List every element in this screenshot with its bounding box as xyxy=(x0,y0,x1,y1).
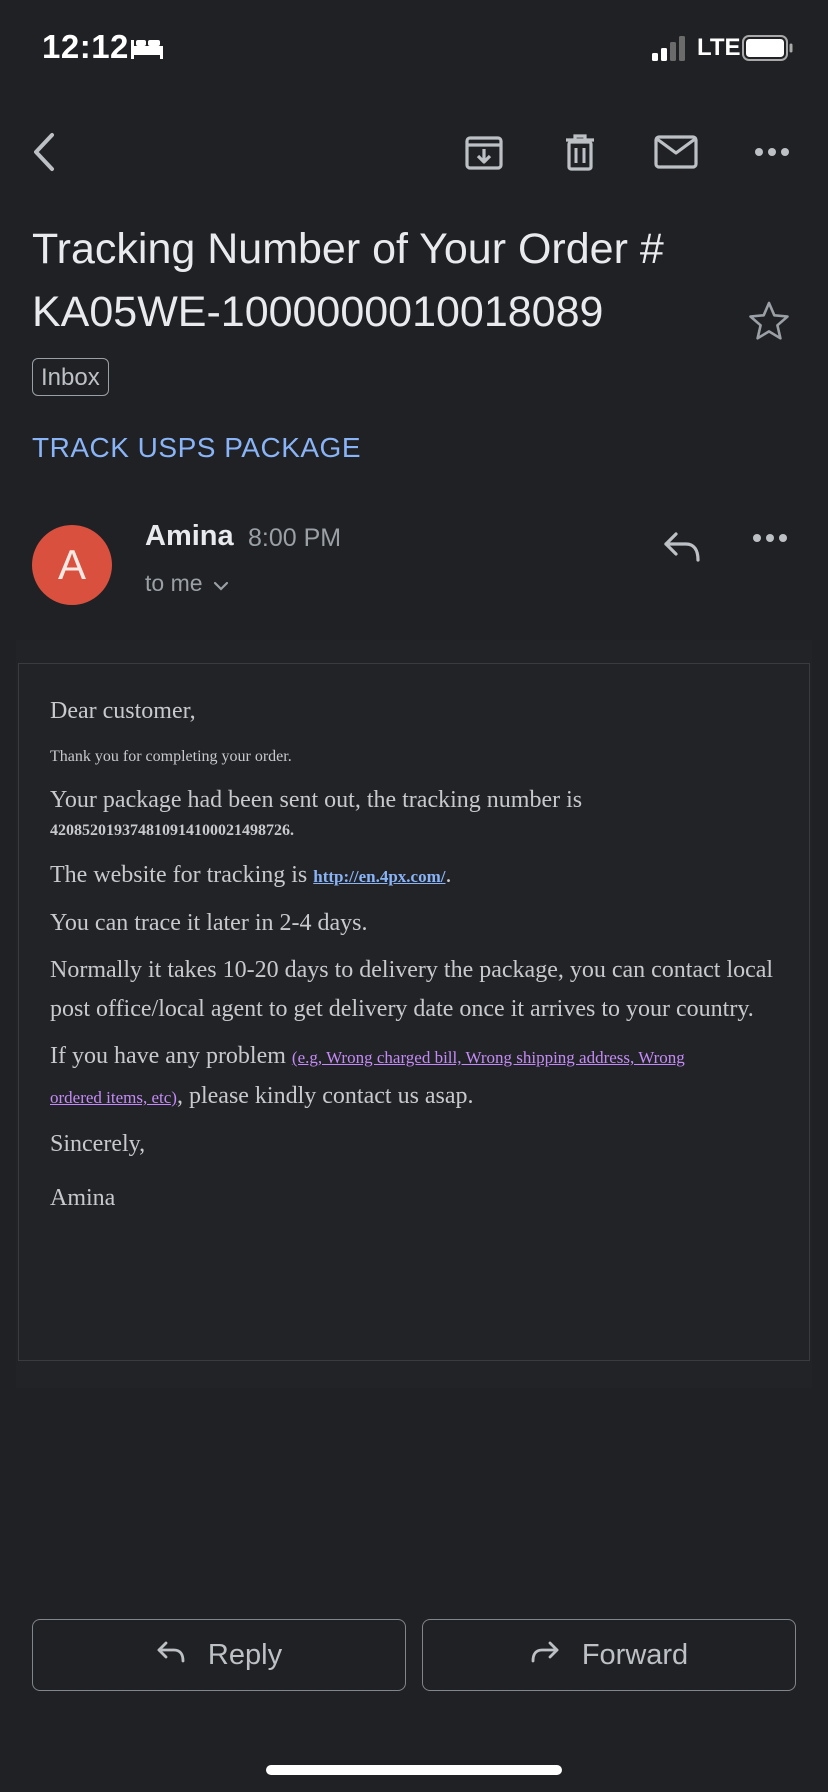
problem-link-continued[interactable]: ordered items, etc) xyxy=(50,1088,177,1107)
bed-icon xyxy=(130,36,164,65)
sent-time: 8:00 PM xyxy=(248,524,342,552)
status-time: 12:12 xyxy=(42,28,129,65)
email-body xyxy=(18,663,810,1361)
recipient-details-toggle[interactable] xyxy=(145,570,229,597)
more-icon[interactable] xyxy=(748,128,796,176)
email-subject: Tracking Number of Your Order # KA05WE-1000000010018089 xyxy=(32,225,664,336)
network-type: LTE xyxy=(697,34,741,61)
website-prefix: The website for tracking is xyxy=(50,862,314,888)
tracking-number: 420852019374810914100021498726. xyxy=(50,822,294,839)
reply-icon[interactable] xyxy=(662,530,702,569)
reply-arrow-icon xyxy=(156,1639,186,1672)
reply-label: Reply xyxy=(207,1638,283,1671)
problem-suffix: , please kindly contact us asap. xyxy=(176,1083,474,1109)
avatar[interactable]: A xyxy=(32,525,112,605)
tracking-website-link[interactable]: http://en.4px.com/ xyxy=(313,867,446,886)
inbox-label-chip[interactable]: Inbox xyxy=(32,358,109,396)
mark-unread-icon[interactable] xyxy=(652,128,700,176)
track-package-link[interactable]: TRACK USPS PACKAGE xyxy=(32,432,362,463)
website-suffix: . xyxy=(445,862,452,888)
star-icon[interactable] xyxy=(748,300,790,347)
archive-icon[interactable] xyxy=(460,128,508,176)
greeting: Dear customer, xyxy=(50,698,196,724)
sender-name: Amina xyxy=(145,520,234,552)
trace-line: You can trace it later in 2-4 days. xyxy=(50,910,368,936)
forward-label: Forward xyxy=(581,1638,689,1671)
signal-icon xyxy=(652,36,690,67)
problem-prefix: If you have any problem xyxy=(50,1043,292,1069)
recipient-label: to me xyxy=(145,570,203,596)
chevron-down-icon xyxy=(213,570,229,597)
forward-button[interactable] xyxy=(422,1619,796,1691)
battery-icon xyxy=(742,35,794,66)
back-icon[interactable] xyxy=(20,128,68,176)
message-more-icon[interactable] xyxy=(752,530,788,548)
delivery-info: Normally it takes 10-20 days to delivery the package, you can contact local post office/local agent to get delivery date once it arrives to your country. xyxy=(50,957,774,1022)
problem-line xyxy=(50,1037,778,1117)
thanks-line: Thank you for completing your order. xyxy=(50,748,292,765)
signature: Amina xyxy=(50,1185,116,1211)
forward-arrow-icon xyxy=(530,1639,560,1672)
delete-icon[interactable] xyxy=(556,128,604,176)
reply-button[interactable] xyxy=(32,1619,406,1691)
closing: Sincerely, xyxy=(50,1131,146,1157)
sent-out-line: Your package had been sent out, the tracking number is xyxy=(50,787,583,813)
website-line xyxy=(50,856,778,896)
home-indicator[interactable] xyxy=(266,1765,562,1775)
problem-link[interactable]: (e.g, Wrong charged bill, Wrong shipping address, Wrong xyxy=(291,1048,685,1067)
